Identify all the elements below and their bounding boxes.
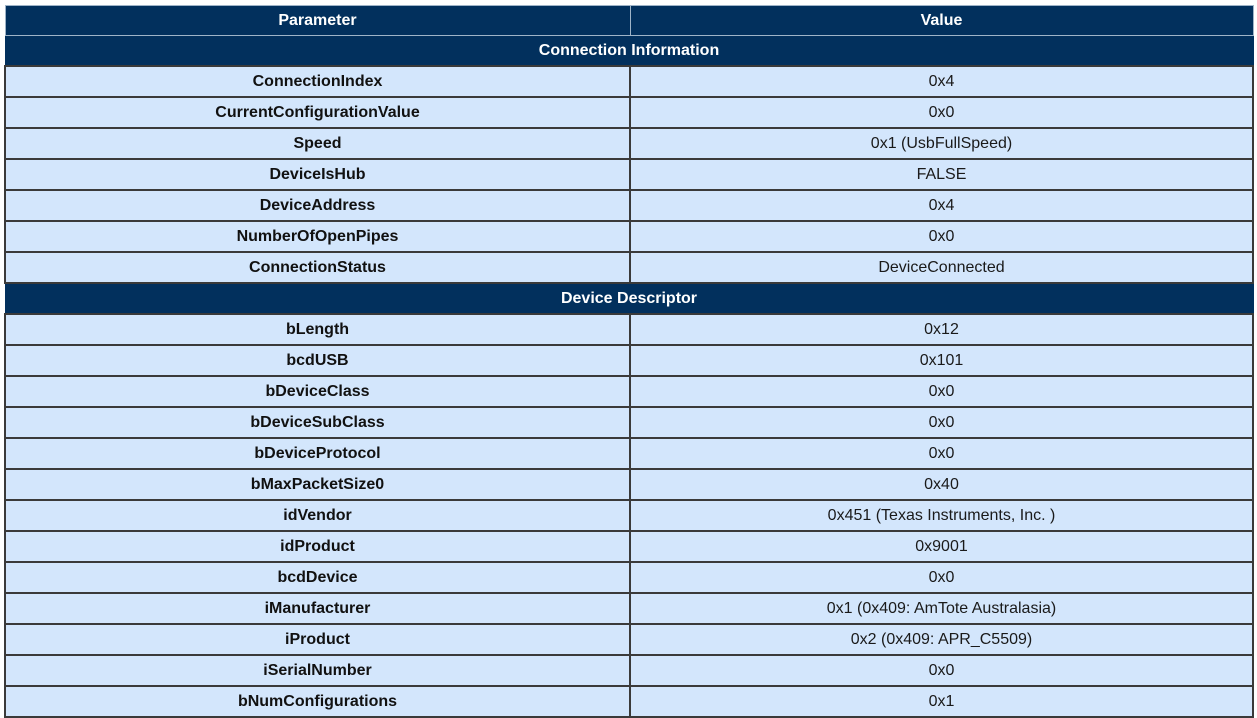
section-title: Device Descriptor: [5, 283, 1253, 314]
parameter-cell: iProduct: [5, 624, 630, 655]
table-body: [5, 36, 1253, 718]
parameter-cell: NumberOfOpenPipes: [5, 221, 630, 252]
parameter-cell: ConnectionIndex: [5, 66, 630, 97]
table-row: [5, 221, 1253, 252]
section-header-row: [5, 283, 1253, 314]
table-row: [5, 159, 1253, 190]
value-cell: 0x4: [630, 190, 1253, 221]
parameter-cell: iManufacturer: [5, 593, 630, 624]
value-cell: 0x12: [630, 314, 1253, 345]
value-cell: 0x2 (0x409: APR_C5509): [630, 624, 1253, 655]
table-row: [5, 66, 1253, 97]
value-cell: 0x0: [630, 376, 1253, 407]
parameter-cell: ConnectionStatus: [5, 252, 630, 283]
value-cell: 0x101: [630, 345, 1253, 376]
value-cell: 0x0: [630, 562, 1253, 593]
table-row: [5, 624, 1253, 655]
parameter-cell: bDeviceClass: [5, 376, 630, 407]
parameter-cell: DeviceAddress: [5, 190, 630, 221]
value-cell: FALSE: [630, 159, 1253, 190]
table-row: [5, 407, 1253, 438]
parameter-cell: bcdUSB: [5, 345, 630, 376]
value-cell: 0x0: [630, 438, 1253, 469]
value-cell: 0x1: [630, 686, 1253, 717]
table-row: [5, 686, 1253, 717]
table-row: [5, 97, 1253, 128]
section-title: Connection Information: [5, 36, 1253, 67]
value-cell: 0x0: [630, 97, 1253, 128]
value-cell: 0x0: [630, 655, 1253, 686]
parameter-cell: bNumConfigurations: [5, 686, 630, 717]
parameter-cell: CurrentConfigurationValue: [5, 97, 630, 128]
value-cell: 0x4: [630, 66, 1253, 97]
value-cell: 0x0: [630, 221, 1253, 252]
parameter-cell: idProduct: [5, 531, 630, 562]
table-row: [5, 314, 1253, 345]
parameter-cell: bDeviceSubClass: [5, 407, 630, 438]
table-row: [5, 252, 1253, 283]
parameter-cell: bMaxPacketSize0: [5, 469, 630, 500]
parameter-cell: Speed: [5, 128, 630, 159]
table-row: [5, 593, 1253, 624]
table-row: [5, 562, 1253, 593]
parameter-cell: DeviceIsHub: [5, 159, 630, 190]
parameter-cell: bcdDevice: [5, 562, 630, 593]
table-row: [5, 345, 1253, 376]
parameter-column-header[interactable]: Parameter: [5, 6, 630, 36]
table-row: [5, 128, 1253, 159]
table-header-row: [5, 6, 1253, 36]
value-cell: 0x40: [630, 469, 1253, 500]
table-row: [5, 438, 1253, 469]
table-row: [5, 376, 1253, 407]
section-header-row: [5, 36, 1253, 67]
value-cell: 0x9001: [630, 531, 1253, 562]
table-row: [5, 190, 1253, 221]
parameter-cell: bDeviceProtocol: [5, 438, 630, 469]
table-row: [5, 500, 1253, 531]
value-cell: 0x451 (Texas Instruments, Inc. ): [630, 500, 1253, 531]
parameter-cell: idVendor: [5, 500, 630, 531]
table-row: [5, 655, 1253, 686]
table-row: [5, 531, 1253, 562]
parameter-cell: iSerialNumber: [5, 655, 630, 686]
value-cell: 0x1 (UsbFullSpeed): [630, 128, 1253, 159]
parameter-cell: bLength: [5, 314, 630, 345]
table-row: [5, 469, 1253, 500]
usb-device-info-table: [4, 5, 1254, 718]
value-cell: 0x1 (0x409: AmTote Australasia): [630, 593, 1253, 624]
value-cell: 0x0: [630, 407, 1253, 438]
value-cell: DeviceConnected: [630, 252, 1253, 283]
value-column-header[interactable]: Value: [630, 6, 1253, 36]
